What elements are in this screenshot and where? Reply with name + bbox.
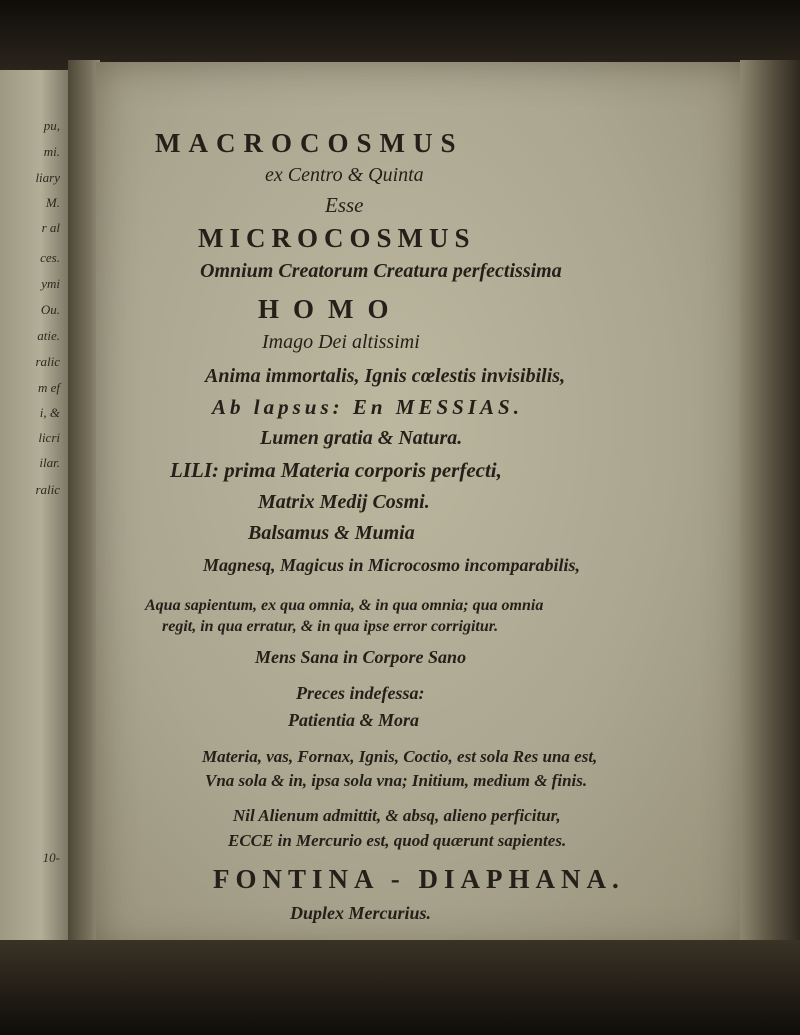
top-shadow	[0, 0, 800, 70]
line-esse: Esse	[325, 193, 364, 217]
facing-fragment: ymi	[41, 276, 60, 291]
facing-fragment: atie.	[37, 328, 60, 343]
line-imago: Imago Dei altissimi	[262, 331, 420, 353]
facing-fragment: liary	[35, 170, 60, 185]
facing-fragment: 10-	[42, 850, 60, 865]
line-lili: LILI: prima Materia corporis perfecti,	[170, 458, 502, 482]
facing-fragment: r al	[41, 220, 60, 235]
facing-fragment: ralic	[35, 482, 60, 497]
line-magnes: Magnesq, Magicus in Microcosmo incomparabilis,	[203, 555, 581, 575]
line-aqua-1: Aqua sapientum, ex qua omnia, & in qua omnia; qua omnia	[145, 597, 544, 614]
line-ecce: ECCE in Mercurio est, quod quærunt sapientes.	[228, 831, 567, 850]
line-ex-centro: ex Centro & Quinta	[265, 164, 424, 186]
line-materia-2: Vna sola & in, ipsa sola vna; Initium, medium & finis.	[205, 771, 588, 790]
line-ab-lapsus: Ab lapsus: En MESSIAS.	[212, 395, 523, 419]
line-preces: Preces indefessa:	[296, 683, 425, 703]
facing-fragment: ces.	[40, 250, 60, 265]
line-patientia: Patientia & Mora	[288, 710, 420, 730]
facing-fragment: m ef	[37, 380, 60, 395]
facing-fragment: M.	[45, 195, 60, 210]
line-mens: Mens Sana in Corpore Sano	[255, 647, 467, 667]
facing-fragment: i, &	[39, 405, 60, 420]
heading-fontina: FONTINA - DIAPHANA.	[213, 864, 625, 894]
facing-fragment: ralic	[35, 354, 60, 369]
facing-fragment: Ou.	[40, 302, 60, 317]
line-aqua-2: regit, in qua erratur, & in qua ipse error corrigitur.	[162, 618, 499, 635]
page-edge-shadow	[740, 60, 800, 960]
line-nil: Nil Alienum admittit, & absq, alieno perficitur,	[233, 806, 561, 825]
facing-fragment: mi.	[43, 144, 60, 159]
heading-homo: HOMO	[258, 294, 403, 324]
bottom-shadow	[0, 940, 800, 1035]
facing-fragment: ilar.	[39, 455, 60, 470]
line-matrix: Matrix Medij Cosmi.	[258, 491, 430, 513]
facing-fragment: licri	[38, 430, 60, 445]
line-lumen: Lumen gratia & Natura.	[260, 427, 463, 449]
line-materia-1: Materia, vas, Fornax, Ignis, Coctio, est sola Res una est,	[202, 747, 598, 766]
facing-page-edge	[0, 70, 68, 950]
facing-fragment: pu,	[43, 118, 60, 133]
line-anima: Anima immortalis, Ignis cœlestis invisibilis,	[205, 365, 566, 387]
line-duplex: Duplex Mercurius.	[290, 903, 432, 923]
line-omnium: Omnium Creatorum Creatura perfectissima	[200, 260, 562, 282]
heading-macrocosmus: MACROCOSMUS	[155, 128, 464, 158]
heading-microcosmus: MICROCOSMUS	[198, 223, 476, 253]
line-balsamus: Balsamus & Mumia	[248, 522, 415, 544]
